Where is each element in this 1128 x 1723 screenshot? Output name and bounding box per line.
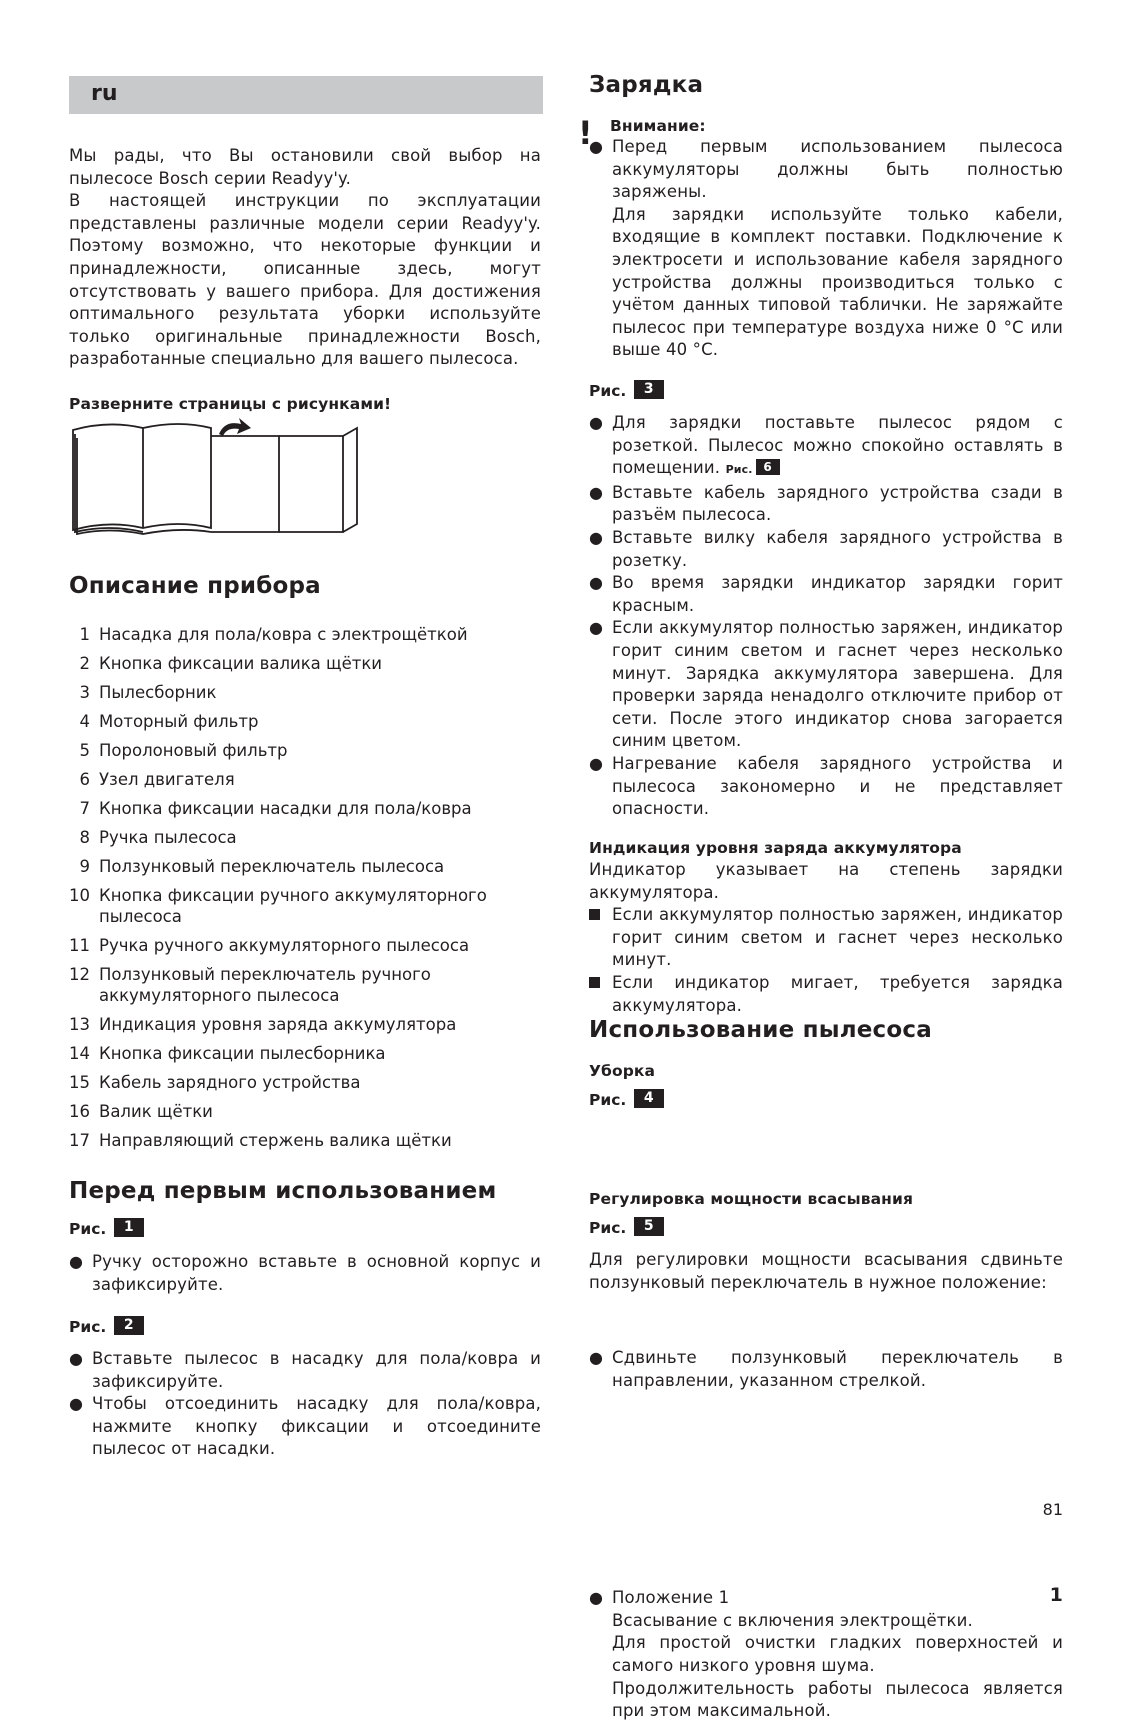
list-item: 6 Узел двигателя — [79, 770, 235, 789]
square-bullet-icon — [589, 909, 600, 920]
bullet-icon: ● — [589, 482, 604, 502]
list-item: 11 Ручка ручного аккумуляторного пылесоса — [69, 936, 470, 955]
indicator-title: Индикация уровня заряда аккумулятора — [589, 839, 962, 857]
figure-ref-2: Рис. 2 — [69, 1316, 541, 1336]
before-first-use-title: Перед первым использованием — [69, 1178, 497, 1204]
usage-title: Использование пылесоса — [589, 1017, 932, 1043]
bullet-icon: ● — [69, 1394, 84, 1414]
bullet-icon: ● — [589, 618, 604, 638]
bullet-icon: ● — [589, 413, 604, 432]
position-line-2: Для простой очистки гладких поверхностей и самого низкого уровня шума. — [612, 1633, 1063, 1675]
square-bullet-icon — [589, 977, 600, 988]
list-item: ● Во время зарядки индикатор зарядки горит красным. — [589, 573, 1063, 615]
right-column — [578, 0, 1063, 1721]
list-item: ● Сдвиньте ползунковый переключатель в направлении, указанном стрелкой. — [589, 1347, 1063, 1390]
figure-number: 5 — [634, 1217, 664, 1236]
list-item: 12 Ползунковый переключатель ручного аккумуляторного пылесоса — [69, 965, 431, 1005]
list-item: 3 Пылесборник — [79, 683, 217, 702]
warning-block — [589, 136, 1063, 362]
warning-text-1: Перед первым использованием пылесоса аккумуляторы должны быть полностью заряжены. — [612, 137, 1063, 202]
intro-text — [69, 145, 541, 371]
list-item: 4 Моторный фильтр — [79, 712, 259, 731]
position-number: 1 — [1049, 1584, 1063, 1607]
position-label: Положение 1 — [612, 1588, 730, 1608]
language-bar — [69, 76, 543, 114]
page-number: 81 — [1042, 1500, 1063, 1519]
list-item: ● Вставьте пылесос в насадку для пола/ковра и зафиксируйте. — [69, 1349, 541, 1391]
bullet-icon: ● — [589, 753, 604, 773]
bullet-icon: ● — [589, 1588, 604, 1608]
inline-figure-ref-6: Рис. 6 — [726, 463, 780, 476]
indicator-block — [589, 859, 1063, 1017]
unfold-note: Разверните страницы с рисунками! — [69, 395, 392, 413]
figure-number: 4 — [634, 1089, 664, 1108]
list-item: ● Для зарядки поставьте пылесос рядом с розеткой. Пылесос можно спокойно оставлять в помещении. Рис. 6 — [589, 413, 1063, 478]
figure-number: 2 — [114, 1316, 144, 1335]
left-column — [69, 0, 541, 1459]
bullet-icon: ● — [589, 527, 604, 547]
indicator-text: Индикатор указывает на степень зарядки аккумулятора. — [589, 860, 1063, 902]
list-item: ● Чтобы отсоединить насадку для пола/ковра, нажмите кнопку фиксации и отсоедините пылесос от насадки. — [69, 1394, 541, 1459]
intro-paragraph-2: В настоящей инструкции по эксплуатации представлены различные модели серии Readyy'y. Поэтому возможно, что некоторые функции и принадлежности, описанные здесь, могут отсутствовать у вашего прибора. Для достижения оптимального результата уборки используйте только оригинальные принадлежности Bosch, разработанные специально для вашего пылесоса. — [69, 191, 541, 369]
figure-number: 3 — [634, 380, 664, 399]
list-item: 15 Кабель зарядного устройства — [69, 1073, 361, 1092]
suction-text: Для регулировки мощности всасывания сдвиньте ползунковый переключатель в нужное положение: — [589, 1250, 1063, 1292]
figure-number: 1 — [114, 1218, 144, 1237]
language-code: ru — [91, 81, 118, 106]
bullet-icon: ● — [589, 573, 604, 593]
list-item: 5 Поролоновый фильтр — [79, 741, 288, 760]
position-line-1: Всасывание с включения электрощётки. — [612, 1610, 973, 1630]
list-item: 1 Насадка для пола/ковра с электрощёткой — [79, 625, 468, 644]
description-title: Описание прибора — [69, 573, 321, 599]
intro-paragraph-1: Мы рады, что Вы остановили свой выбор на пылесосе Bosch серии Readyy'y. — [69, 146, 541, 188]
charging-steps-list — [589, 412, 1063, 821]
list-item: 14 Кнопка фиксации пылесборника — [69, 1044, 386, 1063]
list-item: ● Если аккумулятор полностью заряжен, индикатор горит синим светом и гаснет через несколько минут. Зарядка аккумулятора завершена. Для проверки заряда ненадолго отключите прибор от сети. После этого индикатор снова загорается синим цветом. — [589, 618, 1063, 751]
suction-title: Регулировка мощности всасывания — [589, 1190, 914, 1208]
bullet-icon: ● — [69, 1252, 84, 1271]
list-item: Если аккумулятор полностью заряжен, индикатор горит синим светом и гаснет через несколько минут. — [589, 904, 1063, 972]
list-item: 8 Ручка пылесоса — [79, 828, 237, 847]
list-item: ● Вставьте вилку кабеля зарядного устройства в розетку. — [589, 527, 1063, 570]
position-line-3: Продолжительность работы пылесоса является при этом максимальной. — [612, 1678, 1063, 1721]
unfold-pages-illustration — [71, 416, 363, 538]
list-item: 13 Индикация уровня заряда аккумулятора — [69, 1015, 457, 1034]
warning-title: Внимание: — [610, 117, 706, 135]
cleaning-title: Уборка — [589, 1062, 656, 1080]
warning-text-2: Для зарядки используйте только кабели, входящие в комплект поставки. Подключение к электросети и использование кабеля зарядного устройства должны производиться только с учётом данных типовой таблички. Не заряжайте пылесос при температуре воздуха ниже 0 °C или выше 40 °C. — [612, 204, 1063, 360]
bullet-icon: ● — [69, 1349, 84, 1368]
fig2-list — [69, 1348, 541, 1461]
position-item — [589, 1584, 1063, 1723]
list-item: 9 Ползунковый переключатель пылесоса — [79, 857, 445, 876]
list-item: 10 Кнопка фиксации ручного аккумуляторного пылесоса — [69, 886, 487, 926]
charging-title: Зарядка — [589, 72, 704, 98]
list-item: Если индикатор мигает, требуется зарядка аккумулятора. — [589, 972, 1063, 1017]
list-item: ● Ручку осторожно вставьте в основной корпус и зафиксируйте. — [69, 1252, 541, 1294]
list-item: ● Нагревание кабеля зарядного устройства и пылесоса закономерно и не представляет опасности. — [589, 753, 1063, 819]
list-item: 7 Кнопка фиксации насадки для пола/ковра — [79, 799, 472, 818]
bullet-icon: ● — [589, 1347, 604, 1367]
warning-icon: ! — [578, 114, 593, 152]
list-item: 2 Кнопка фиксации валика щётки — [79, 654, 383, 673]
bullet-icon: ● — [589, 137, 604, 156]
list-item: 16 Валик щётки — [69, 1102, 213, 1121]
figure-ref-4: Рис. 4 — [589, 1089, 1063, 1109]
figure-number: 6 — [756, 459, 780, 475]
list-item: ● Вставьте кабель зарядного устройства сзади в разъём пылесоса. — [589, 482, 1063, 525]
list-item: 17 Направляющий стержень валика щётки — [69, 1131, 452, 1150]
figure-ref-5: Рис. 5 — [589, 1217, 1063, 1237]
figure-ref-3: Рис. 3 — [589, 380, 1063, 400]
figure-ref-1: Рис. 1 — [69, 1218, 541, 1238]
